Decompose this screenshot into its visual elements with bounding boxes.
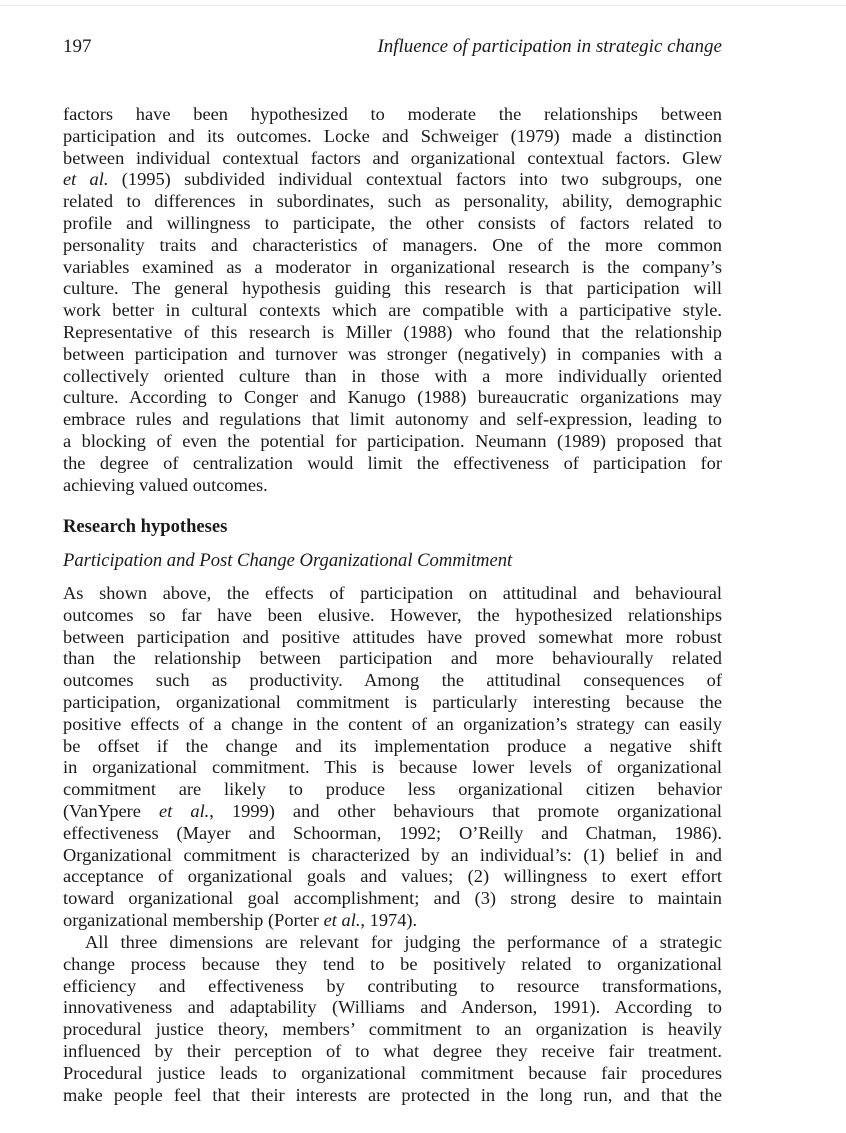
text-line: change process because they tend to be positively related to organizational <box>63 953 722 974</box>
text-line: factors have been hypothesized to moderate the relationships between <box>63 104 722 124</box>
paragraph-1 <box>63 104 722 496</box>
text-line: a blocking of even the potential for participation. Neumann (1989) proposed that <box>63 430 722 451</box>
text-line: work better in cultural contexts which are compatible with a participative style. <box>63 300 722 321</box>
text-line: be offset if the change and its implementation produce a negative shift <box>63 735 722 756</box>
text-line: outcomes such as productivity. Among the attitudinal consequences of <box>63 670 722 691</box>
text-line <box>63 801 722 823</box>
text-segment: organizational membership (Porter <box>63 909 324 930</box>
text-line: Representative of this research is Miller (1988) who found that the relationship <box>63 321 722 342</box>
text-line: All three dimensions are relevant for judging the performance of a strategic <box>85 932 722 952</box>
text-line <box>63 169 722 191</box>
text-segment: , 1999) and other behaviours that promote organizational <box>209 800 722 821</box>
subsection-heading: Participation and Post Change Organizational Commitment <box>63 550 513 571</box>
text-line: Procedural justice leads to organizational commitment because fair procedures <box>63 1062 722 1083</box>
text-line: toward organizational goal accomplishment; and (3) strong desire to maintain <box>63 888 722 909</box>
text-line: As shown above, the effects of participation on attitudinal and behavioural <box>63 583 722 603</box>
italic-text: et al. <box>63 169 109 190</box>
text-line: in organizational commitment. This is because lower levels of organizational <box>63 757 722 778</box>
text-line: than the relationship between participation and more behaviourally related <box>63 648 722 669</box>
text-line: between participation and positive attitudes have proved somewhat more robust <box>63 626 722 647</box>
text-line: between participation and turnover was stronger (negatively) in companies with a <box>63 343 722 364</box>
text-line: personality traits and characteristics of managers. One of the more common <box>63 234 722 255</box>
text-line: collectively oriented culture than in those with a more individually oriented <box>63 365 722 386</box>
text-line: make people feel that their interests are protected in the long run, and that the <box>63 1084 722 1105</box>
text-line: efficiency and effectiveness by contributing to resource transformations, <box>63 975 722 996</box>
text-line: participation, organizational commitment is particularly interesting because the <box>63 691 722 712</box>
running-title: Influence of participation in strategic change <box>377 36 722 57</box>
text-line: positive effects of a change in the content of an organization’s strategy can easily <box>63 713 722 734</box>
text-line: influenced by their perception of to what degree they receive fair treatment. <box>63 1040 722 1061</box>
page-number: 197 <box>63 36 92 57</box>
text-line: innovativeness and adaptability (Williams and Anderson, 1991). According to <box>63 997 722 1018</box>
text-line: participation and its outcomes. Locke and Schweiger (1979) made a distinction <box>63 125 722 146</box>
text-line: Organizational commitment is characterized by an individual’s: (1) belief in and <box>63 844 722 865</box>
text-segment: (1995) subdivided individual contextual factors into two subgroups, one <box>108 169 722 190</box>
italic-text: et al. <box>159 800 210 821</box>
text-line: procedural justice theory, members’ commitment to an organization is heavily <box>63 1019 722 1040</box>
text-line: achieving valued outcomes. <box>63 474 268 495</box>
section-heading: Research hypotheses <box>63 516 228 537</box>
italic-text: et al. <box>323 909 361 930</box>
text-line: between individual contextual factors and organizational contextual factors. Glew <box>63 147 722 168</box>
text-line: related to differences in subordinates, such as personality, ability, demographic <box>63 191 722 212</box>
text-segment: , 1974). <box>360 909 418 930</box>
text-line: culture. According to Conger and Kanugo (1988) bureaucratic organizations may <box>63 387 722 408</box>
text-line <box>63 910 722 932</box>
text-line: commitment are likely to produce less organizational citizen behavior <box>63 779 722 800</box>
page-top-border <box>0 5 846 6</box>
text-line: acceptance of organizational goals and values; (2) willingness to exert effort <box>63 866 722 887</box>
text-line: the degree of centralization would limit the effectiveness of participation for <box>63 452 722 473</box>
text-line: variables examined as a moderator in organizational research is the company’s <box>63 256 722 277</box>
text-line: embrace rules and regulations that limit autonomy and self-expression, leading to <box>63 409 722 430</box>
paragraph-3 <box>63 932 722 1106</box>
text-segment: (VanYpere <box>63 800 160 821</box>
text-line: outcomes so far have been elusive. However, the hypothesized relationships <box>63 604 722 625</box>
text-line: effectiveness (Mayer and Schoorman, 1992; O’Reilly and Chatman, 1986). <box>63 822 722 843</box>
text-line: profile and willingness to participate, the other consists of factors related to <box>63 212 722 233</box>
paragraph-2 <box>63 583 722 932</box>
text-line: culture. The general hypothesis guiding this research is that participation will <box>63 278 722 299</box>
